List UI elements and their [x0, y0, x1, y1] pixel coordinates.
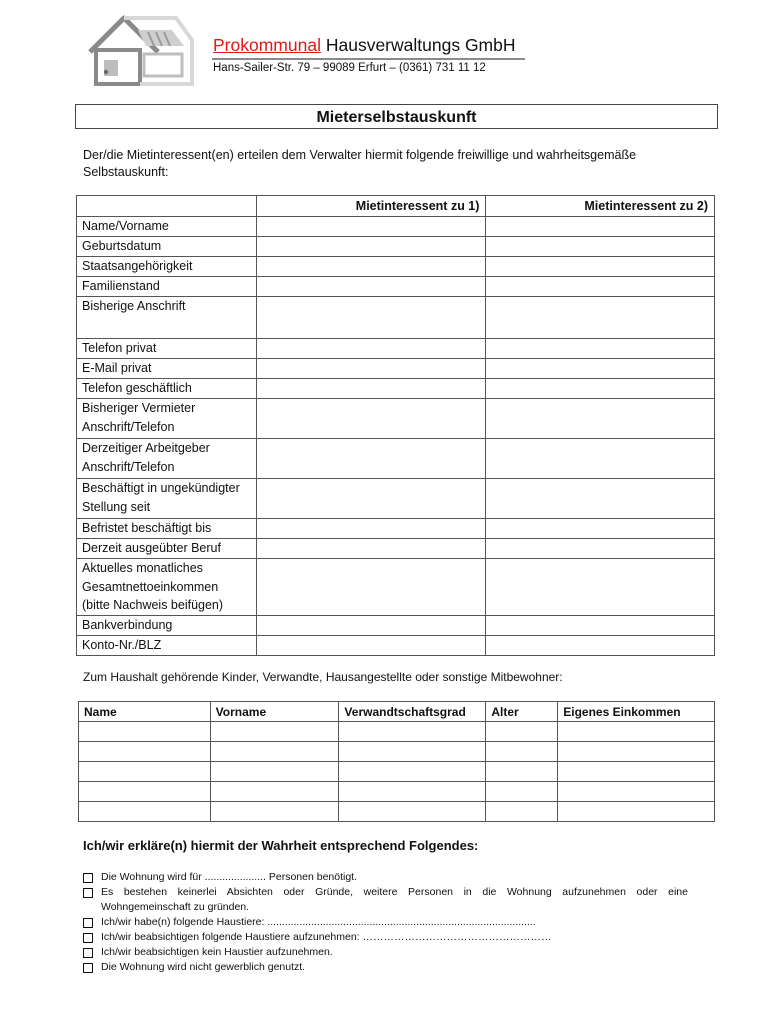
applicant-table-row: [77, 257, 715, 277]
applicant-2-entry[interactable]: [486, 257, 715, 277]
checklist-text: Ich/wir beabsichtigen folgende Haustiere aufzunehmen: ………………………………………………: [101, 931, 552, 943]
applicant-2-entry[interactable]: [486, 539, 715, 559]
row-label-line: Aktuelles monatliches: [82, 561, 203, 575]
household-cell[interactable]: [339, 802, 486, 822]
row-label-line: Staatsangehörigkeit: [82, 259, 193, 273]
applicant-2-entry[interactable]: [486, 615, 715, 635]
row-label: [77, 339, 257, 359]
checkbox[interactable]: [83, 963, 93, 973]
applicant-1-entry[interactable]: [256, 479, 486, 519]
household-table: [78, 701, 715, 822]
household-row: [79, 742, 715, 762]
household-cell[interactable]: [339, 782, 486, 802]
row-label-line: Anschrift/Telefon: [82, 459, 175, 474]
applicant-2-entry[interactable]: [486, 297, 715, 339]
checklist-item: [83, 870, 688, 885]
header-applicant-1: Mietinteressent zu 1): [256, 196, 486, 217]
applicant-table-row: [77, 359, 715, 379]
applicant-2-entry[interactable]: [486, 479, 715, 519]
row-label: [77, 439, 257, 479]
col-verwandtschaftsgrad: Verwandtschaftsgrad: [339, 702, 486, 722]
company-address: Hans-Sailer-Str. 79 – 99089 Erfurt – (0361) 731 11 12: [213, 62, 486, 74]
household-cell[interactable]: [79, 782, 211, 802]
applicant-2-entry[interactable]: [486, 277, 715, 297]
row-label-line: Derzeit ausgeübter Beruf: [82, 541, 221, 555]
applicant-1-entry[interactable]: [256, 217, 486, 237]
checkbox[interactable]: [83, 873, 93, 883]
household-cell[interactable]: [79, 742, 211, 762]
row-label-line: Gesamtnettoeinkommen: [82, 579, 219, 594]
applicant-table-row: [77, 539, 715, 559]
household-cell[interactable]: [210, 742, 339, 762]
applicant-table-row: [77, 297, 715, 339]
household-cell[interactable]: [486, 762, 558, 782]
row-label-line: Befristet beschäftigt bis: [82, 521, 212, 535]
applicant-table-row: [77, 339, 715, 359]
applicant-2-entry[interactable]: [486, 559, 715, 616]
row-label-line: Name/Vorname: [82, 219, 169, 233]
applicant-2-entry[interactable]: [486, 439, 715, 479]
declaration-title: Ich/wir erkläre(n) hiermit der Wahrheit entsprechend Folgendes:: [83, 838, 479, 853]
checklist-item: [83, 960, 688, 975]
applicant-2-entry[interactable]: [486, 399, 715, 439]
applicant-2-entry[interactable]: [486, 379, 715, 399]
row-label: [77, 297, 257, 339]
checklist-text-continued: Wohngemeinschaft zu gründen.: [101, 901, 250, 913]
row-label: [77, 635, 257, 655]
applicant-1-entry[interactable]: [256, 339, 486, 359]
household-cell[interactable]: [210, 782, 339, 802]
applicant-2-entry[interactable]: [486, 359, 715, 379]
checkbox[interactable]: [83, 888, 93, 898]
applicant-table-row: [77, 615, 715, 635]
applicant-table-header: [77, 196, 715, 217]
applicant-2-entry[interactable]: [486, 237, 715, 257]
row-label-line: Bisheriger Vermieter: [82, 401, 196, 415]
checklist-text: Ich/wir beabsichtigen kein Haustier aufzunehmen.: [101, 946, 333, 958]
applicant-1-entry[interactable]: [256, 277, 486, 297]
applicant-1-entry[interactable]: [256, 297, 486, 339]
col-vorname: Vorname: [210, 702, 339, 722]
applicant-table-row: [77, 479, 715, 519]
applicant-table-row: [77, 399, 715, 439]
row-label-line: Geburtsdatum: [82, 239, 162, 253]
company-name: [213, 35, 516, 55]
row-label: [77, 519, 257, 539]
col-name: Name: [79, 702, 211, 722]
checklist-item: [83, 945, 688, 960]
household-cell[interactable]: [486, 782, 558, 802]
household-cell[interactable]: [558, 782, 715, 802]
household-cell[interactable]: [210, 762, 339, 782]
row-label-line: Beschäftigt in ungekündigter: [82, 481, 240, 495]
row-label: [77, 479, 257, 519]
household-cell[interactable]: [558, 802, 715, 822]
household-cell[interactable]: [339, 722, 486, 742]
household-row: [79, 802, 715, 822]
row-label: [77, 237, 257, 257]
row-label-line: Anschrift/Telefon: [82, 419, 175, 434]
checklist-item: [83, 885, 688, 915]
form-title: Mieterselbstauskunft: [75, 104, 718, 129]
brand-highlight: Prokommunal: [213, 35, 321, 55]
household-cell[interactable]: [486, 802, 558, 822]
applicant-1-entry[interactable]: [256, 635, 486, 655]
household-label: Zum Haushalt gehörende Kinder, Verwandte, Hausangestellte oder sonstige Mitbewohner:: [83, 670, 563, 684]
household-cell[interactable]: [486, 742, 558, 762]
row-label: [77, 379, 257, 399]
row-label: [77, 217, 257, 237]
applicant-table-row: [77, 379, 715, 399]
declaration-checklist: [83, 870, 688, 975]
applicant-1-entry[interactable]: [256, 379, 486, 399]
household-cell[interactable]: [79, 722, 211, 742]
checklist-text: Ich/wir habe(n) folgende Haustiere: ............................................................................................: [101, 916, 536, 928]
row-label: [77, 399, 257, 439]
household-cell[interactable]: [210, 722, 339, 742]
row-label-line: Telefon geschäftlich: [82, 381, 192, 395]
applicant-1-entry[interactable]: [256, 539, 486, 559]
checklist-item: [83, 930, 688, 945]
intro-text: Der/die Mietinteressent(en) erteilen dem Verwalter hiermit folgende freiwillige und wahrheitsgemäße Selbstauskunft:: [83, 148, 637, 179]
applicant-1-entry[interactable]: [256, 399, 486, 439]
row-label-line: (bitte Nachweis beifügen): [82, 598, 224, 612]
row-label-line: Familienstand: [82, 279, 160, 293]
checkbox[interactable]: [83, 948, 93, 958]
row-label: [77, 559, 257, 616]
row-label: [77, 539, 257, 559]
applicant-2-entry[interactable]: [486, 339, 715, 359]
household-cell[interactable]: [558, 762, 715, 782]
row-label-line: Bisherige Anschrift: [82, 299, 186, 313]
checkbox[interactable]: [83, 933, 93, 943]
checklist-text: Die Wohnung wird für ..................... Personen benötigt.: [101, 871, 358, 883]
applicant-table: [76, 195, 715, 656]
row-label-line: Konto-Nr./BLZ: [82, 637, 162, 652]
row-label-line: E-Mail privat: [82, 361, 152, 375]
applicant-table-row: [77, 559, 715, 616]
header-divider: [212, 58, 525, 60]
row-label: [77, 615, 257, 635]
brand-rest: Hausverwaltungs GmbH: [325, 35, 516, 55]
applicant-2-entry[interactable]: [486, 217, 715, 237]
applicant-table-row: [77, 277, 715, 297]
household-cell[interactable]: [339, 742, 486, 762]
header-empty: [77, 196, 257, 217]
household-row: [79, 722, 715, 742]
checklist-item: [83, 915, 688, 930]
household-row: [79, 762, 715, 782]
applicant-table-row: [77, 217, 715, 237]
applicant-table-row: [77, 439, 715, 479]
applicant-table-row: [77, 237, 715, 257]
row-label: [77, 359, 257, 379]
household-cell[interactable]: [486, 722, 558, 742]
header-applicant-2: Mietinteressent zu 2): [486, 196, 715, 217]
col-alter: Alter: [486, 702, 558, 722]
household-table-header: [79, 702, 715, 722]
applicant-1-entry[interactable]: [256, 559, 486, 616]
applicant-table-row: [77, 519, 715, 539]
company-logo: [84, 10, 196, 88]
applicant-1-entry[interactable]: [256, 615, 486, 635]
applicant-1-entry[interactable]: [256, 439, 486, 479]
applicant-1-entry[interactable]: [256, 519, 486, 539]
household-cell[interactable]: [558, 722, 715, 742]
household-row: [79, 782, 715, 802]
applicant-1-entry[interactable]: [256, 359, 486, 379]
row-label-line: Stellung seit: [82, 499, 151, 514]
checkbox[interactable]: [83, 918, 93, 928]
applicant-table-row: [77, 635, 715, 655]
household-cell[interactable]: [558, 742, 715, 762]
col-einkommen: Eigenes Einkommen: [558, 702, 715, 722]
applicant-2-entry[interactable]: [486, 519, 715, 539]
row-label: [77, 277, 257, 297]
row-label: [77, 257, 257, 277]
applicant-1-entry[interactable]: [256, 237, 486, 257]
household-cell[interactable]: [210, 802, 339, 822]
applicant-2-entry[interactable]: [486, 635, 715, 655]
row-label-line: Derzeitiger Arbeitgeber: [82, 441, 210, 455]
household-cell[interactable]: [339, 762, 486, 782]
household-cell[interactable]: [79, 762, 211, 782]
applicant-1-entry[interactable]: [256, 257, 486, 277]
checklist-text: Es bestehen keinerlei Absichten oder Gründe, weitere Personen in die Wohnung aufzunehmen oder eine: [101, 886, 688, 898]
checklist-text: Die Wohnung wird nicht gewerblich genutzt.: [101, 961, 306, 973]
household-cell[interactable]: [79, 802, 211, 822]
row-label-line: Telefon privat: [82, 341, 157, 355]
row-label-line: Bankverbindung: [82, 617, 173, 632]
